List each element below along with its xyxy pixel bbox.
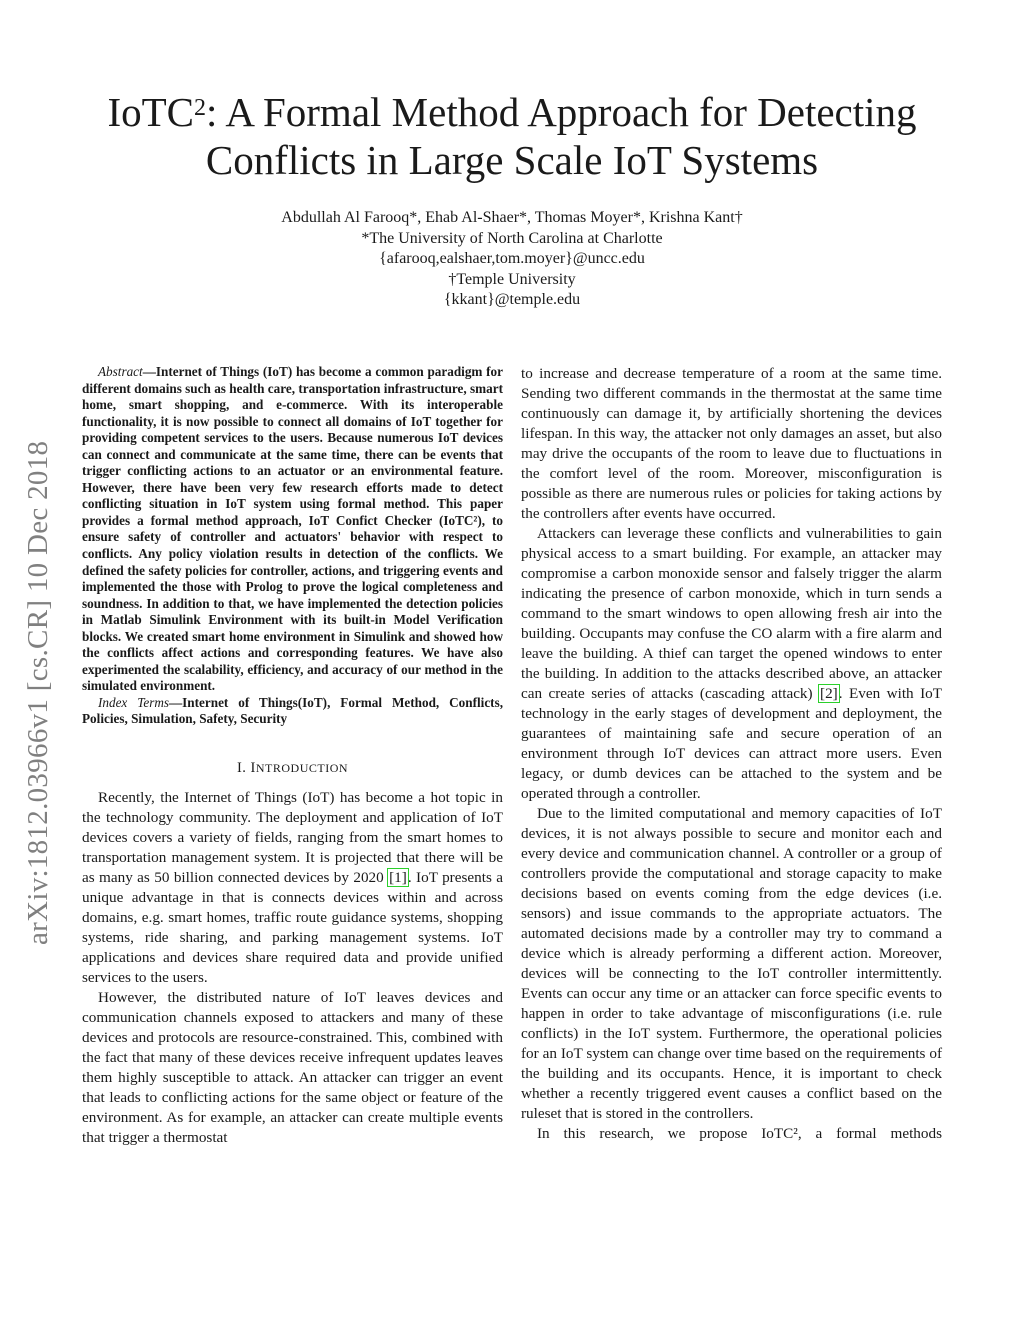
title-line2: Conflicts in Large Scale IoT Systems bbox=[205, 137, 819, 183]
section-title-initial: I bbox=[250, 760, 256, 777]
arxiv-identifier: arXiv:1812.03966v1 [cs.CR] 10 Dec 2018 bbox=[22, 440, 54, 945]
citation-link[interactable]: [1] bbox=[389, 869, 407, 887]
paragraph-text: . IoT presents a unique advantage in that is connects devices within and across domains, e.g. smart homes, traffic route guidance systems, shopping systems, ride sharing, and parking management systems. IoT applications and devices share required data and provide unified services to the users. bbox=[82, 869, 503, 987]
affiliation-1: *The University of North Carolina at Charlotte bbox=[361, 229, 663, 247]
paragraph-text: Attackers can leverage these conflicts and vulnerabilities to gain physical access to a smart building. For example, an attacker may compromise a carbon monoxide sensor and falsely trigger the alarm indicating the presence of carbon monoxide, which in turn sends a command to the smart windows to open allowing fresh air into the building. Occupants may confuse the CO alarm with a fire alarm and leave the building. A thief can target the opened windows to enter the building. In addition to the attacks described above, an attacker can create series of attacks (cascading attack) bbox=[521, 525, 942, 702]
paper-title bbox=[40, 88, 984, 184]
body-paragraph bbox=[521, 1124, 942, 1144]
email-1: {afarooq,ealshaer,tom.moyer}@uncc.edu bbox=[379, 250, 645, 267]
body-paragraph bbox=[82, 788, 503, 988]
citation-link[interactable]: [2] bbox=[820, 685, 838, 702]
abstract bbox=[82, 364, 503, 728]
left-column bbox=[82, 364, 503, 1148]
title-line1-post: : A Formal Method Approach for Detecting bbox=[206, 89, 917, 135]
section-title-rest: NTRODUCTION bbox=[255, 761, 349, 776]
paragraph-text: . Even with IoT technology in the early stages of development and deployment, the guarantees of maintaining safe and secure operation of an environment through IoT devices can attract more users. Even legacy, or dumb devices can be attached to the system and be operated through a controller. bbox=[521, 685, 942, 802]
paragraph-text: Recently, the Internet of Things (IoT) has become a hot topic in the technology community. The deployment and application of IoT devices covers a variety of fields, ranging from the smart homes to transportation management system. It is projected that there will be as many as 50 billion connected devices by 2020 bbox=[82, 789, 503, 887]
paragraph-text: In this research, we propose IoTC², a formal methods bbox=[537, 1125, 942, 1142]
section-heading-introduction bbox=[82, 758, 503, 778]
paragraph-text: to increase and decrease temperature of a room at the same time. Sending two different commands in the thermostat at the same time continuously can damage it, by artificially shortening the devices lifespan. In this way, the attacker not only damages an asset, but also may drive the occupants of the room to leave due to fluctuations in the comfort level of the room. Moreover, misconfiguration is possible as there are numerous rules or policies for taking actions by the controllers after events have occurred. bbox=[521, 365, 942, 522]
title-line1-pre: IoTC bbox=[107, 89, 194, 135]
body-paragraph bbox=[521, 804, 942, 1124]
section-number: I. bbox=[236, 760, 251, 777]
body-paragraph bbox=[521, 524, 942, 804]
body-paragraph bbox=[521, 364, 942, 524]
email-2: {kkant}@temple.edu bbox=[443, 291, 581, 308]
paragraph-text: Due to the limited computational and memory capacities of IoT devices, it is not always possible to secure and monitor each and every device and communication channel. A controller or a group of controllers provide the computational and storage capacity to make decisions based on events coming from the edge devices (i.e. sensors) and issue commands to the appropriate actuators. The automated decisions made by a controller may try to command a device which is already performing a different action. Moreover, devices will be connecting to the IoT controller intermittently. Events can occur any time or an attacker can force specific events to happen in order to take advantage of misconfigurations (i.e. rule conflicts) in the IoT system. Furthermore, the operational policies for an IoT system can change over time based on the requirements of the building and its occupants. Hence, it is important to check whether a recently triggered event causes a conflict based on the ruleset that is stored in the controllers. bbox=[521, 805, 942, 1122]
right-body bbox=[521, 364, 942, 1144]
index-terms-text: —Internet of Things(IoT), Formal Method, Conflicts, Policies, Simulation, Safety, Security bbox=[82, 694, 503, 727]
index-terms-label: Index Terms bbox=[98, 694, 169, 710]
title-superscript: 2 bbox=[194, 95, 206, 121]
abstract-label: Abstract bbox=[98, 364, 143, 379]
author-names: Abdullah Al Farooq*, Ehab Al-Shaer*, Thomas Moyer*, Krishna Kant† bbox=[281, 209, 743, 226]
affiliation-2: †Temple University bbox=[448, 270, 576, 288]
paragraph-text: However, the distributed nature of IoT leaves devices and communication channels exposed to attackers and many of these devices and protocols are resource-constrained. This, combined with the fact that many of these devices receive infrequent updates leaves them highly susceptible to attack. An attacker can trigger an event that leads to conflicting actions for the same object or feature of the environment. As for example, an attacker can create multiple events that trigger a thermostat bbox=[82, 989, 503, 1147]
left-body bbox=[82, 788, 503, 1148]
body-paragraph bbox=[82, 988, 503, 1148]
right-column bbox=[521, 364, 942, 1144]
author-block bbox=[0, 208, 1024, 311]
abstract-text: —Internet of Things (IoT) has become a common paradigm for different domains such as health care, transportation infrastructure, smart home, smart shopping, and e-commerce. With its interoperable functionality, it is now possible to connect all domains of IoT together for providing competent services to the users. Because numerous IoT devices can connect and communicate at the same time, there can be events that trigger conflicting actions to an actuator or an environmental feature. However, there have been very few research efforts made to detect conflicting situation in IoT system using formal method. This paper provides a formal method approach, IoT Confict Checker (IoTC²), to ensure safety of controller and actuators' behavior with respect to conflicts. Any policy violation results in detection of the conflicts. We defined the safety policies for controller, actions, and triggering events and implemented the those with Prolog to prove the logical completeness and soundness. In addition to that, we have implemented the detection policies in Matlab Simulink Environment with its built-in Model Verification blocks. We created smart home environment in Simulink and showed how the conflicts affect actions and corresponding features. We have also experimented the scalability, efficiency, and accuracy of our method in the simulated environment. bbox=[82, 364, 503, 694]
